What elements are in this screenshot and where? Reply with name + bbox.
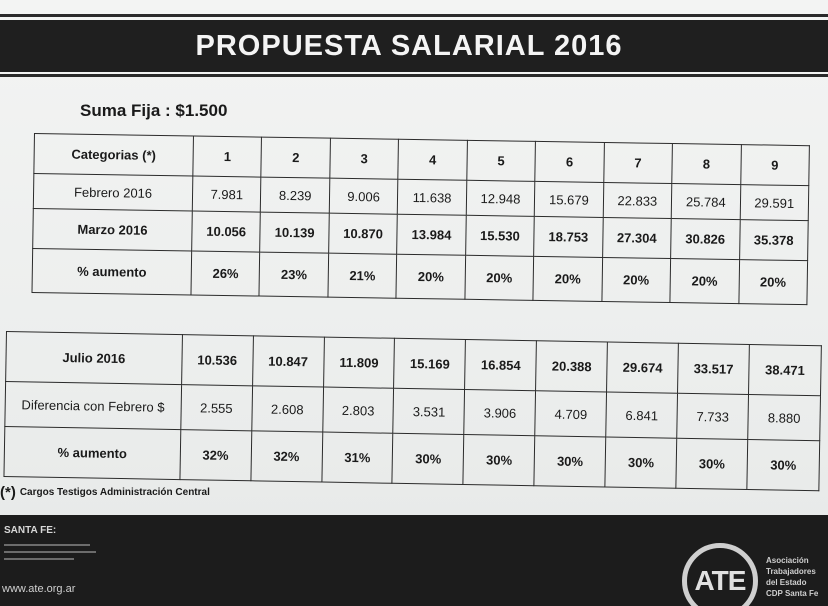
footer (0, 515, 828, 606)
value-cell: 29.591 (740, 185, 809, 221)
page-title: PROPUESTA SALARIAL 2016 (195, 29, 623, 62)
value-cell: 7.733 (677, 393, 749, 439)
value-cell: 11.638 (398, 179, 467, 215)
category-cell: 2 (261, 137, 330, 178)
salary-table-july (3, 331, 821, 491)
value-cell: 15.169 (394, 338, 466, 389)
value-cell: 15.679 (534, 181, 603, 217)
value-cell: 29.674 (607, 342, 679, 393)
row-label: Febrero 2016 (33, 174, 193, 211)
value-cell: 30% (534, 436, 606, 487)
value-cell: 30% (676, 438, 748, 489)
row-label: % aumento (32, 248, 192, 294)
value-cell: 2.555 (180, 385, 252, 431)
value-cell: 10.870 (329, 213, 398, 254)
footer-website-link[interactable]: www.ate.org.ar (2, 583, 76, 595)
value-cell: 30.826 (671, 219, 740, 260)
value-cell: 3.906 (464, 390, 536, 436)
org-line: Trabajadores (766, 567, 816, 576)
value-cell: 20% (533, 256, 602, 301)
row-label: Diferencia con Febrero $ (5, 382, 181, 430)
value-cell: 32% (180, 430, 252, 481)
value-cell: 23% (259, 252, 328, 297)
value-cell: 2.608 (251, 386, 323, 432)
value-cell: 38.471 (749, 344, 822, 395)
value-cell: 25.784 (671, 184, 740, 220)
row-label: Julio 2016 (6, 332, 183, 385)
logo-text: ATE (694, 565, 746, 596)
value-cell: 8.880 (748, 394, 821, 440)
value-cell: 3.531 (393, 388, 465, 434)
category-cell: 3 (330, 138, 399, 179)
value-cell: 20% (602, 257, 671, 302)
value-cell: 30% (605, 437, 677, 488)
org-line: Asociación (766, 556, 809, 565)
salary-table-feb-mar (31, 133, 809, 305)
value-cell: 21% (328, 253, 397, 298)
category-cell: 7 (603, 142, 672, 183)
value-cell: 12.948 (466, 180, 535, 216)
category-cell: 9 (740, 145, 809, 186)
value-cell: 11.809 (323, 337, 395, 388)
title-bar (0, 20, 828, 72)
value-cell: 10.536 (181, 335, 253, 386)
value-cell: 20.388 (536, 341, 608, 392)
ate-logo (682, 543, 758, 606)
value-cell: 10.056 (192, 211, 261, 252)
bottom-rule (0, 74, 828, 77)
categories-header: Categorias (*) (34, 134, 194, 176)
value-cell: 30% (747, 439, 820, 490)
organization-name (766, 555, 818, 599)
value-cell: 33.517 (678, 343, 750, 394)
value-cell: 2.803 (322, 387, 394, 433)
value-cell: 27.304 (602, 217, 671, 258)
value-cell: 7.981 (192, 176, 261, 212)
top-rule (0, 14, 828, 17)
value-cell: 26% (191, 251, 260, 296)
category-cell: 6 (535, 141, 604, 182)
value-cell: 20% (465, 255, 534, 300)
value-cell: 6.841 (606, 392, 678, 438)
value-cell: 9.006 (329, 178, 398, 214)
footnote-mark: (*) (0, 484, 16, 501)
fixed-amount: Suma Fija : $1.500 (80, 101, 228, 120)
value-cell: 16.854 (465, 340, 537, 391)
value-cell: 30% (463, 435, 535, 486)
value-cell: 18.753 (534, 216, 603, 257)
value-cell: 15.530 (465, 215, 534, 256)
value-cell: 35.378 (739, 220, 808, 261)
value-cell: 20% (396, 254, 465, 299)
value-cell: 20% (670, 259, 739, 304)
org-line: del Estado (766, 578, 807, 587)
category-cell: 4 (398, 139, 467, 180)
category-cell: 1 (193, 136, 262, 177)
value-cell: 8.239 (261, 177, 330, 213)
footer-address-block (4, 541, 96, 560)
value-cell: 10.847 (252, 336, 324, 387)
value-cell: 32% (251, 431, 323, 482)
row-label: Marzo 2016 (33, 208, 193, 250)
footer-location: SANTA FE: (4, 525, 57, 536)
org-line: CDP Santa Fe (766, 589, 819, 598)
value-cell: 4.709 (535, 391, 607, 437)
category-cell: 5 (467, 140, 536, 181)
category-cell: 8 (672, 144, 741, 185)
value-cell: 22.833 (603, 182, 672, 218)
row-label: % aumento (4, 426, 181, 479)
value-cell: 20% (738, 260, 807, 305)
value-cell: 30% (392, 433, 464, 484)
footnote (0, 484, 210, 501)
footnote-text: Cargos Testigos Administración Central (19, 487, 210, 498)
value-cell: 10.139 (260, 212, 329, 253)
value-cell: 13.984 (397, 214, 466, 255)
value-cell: 31% (321, 432, 393, 483)
